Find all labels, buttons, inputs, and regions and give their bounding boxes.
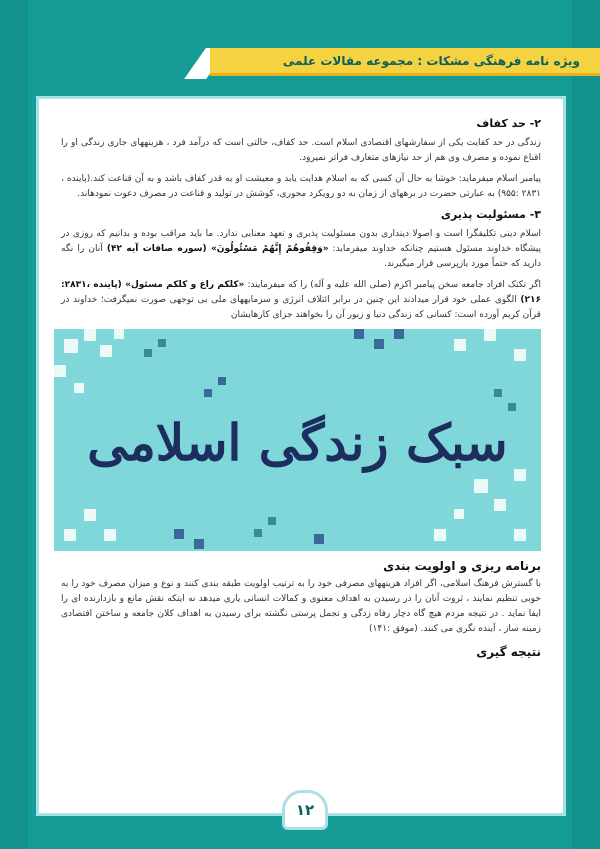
islamic-lifestyle-banner [54,329,541,551]
content-panel [36,96,566,816]
paragraph [61,278,541,323]
page-number: ۱۲ [282,790,328,830]
article-body [61,117,541,663]
banner-calligraphy: سبک زندگی اسلامی [87,413,508,472]
paragraph-text: اسلام دینی تکلیفگرا است و اصولا دینداری بدون مسئولیت پذیری و تعهد معنایی ندارد. ما باید مراقب بوده و بدانیم که روزی در پیشگاه خداوند مسئول هستیم چنانکه خداوند میفرماید: [61,229,541,254]
paragraph-text: آنان را نگه دارید که حتماً مورد بازپرسی قرار میگیرند. [61,244,541,269]
paragraph: با گسترش فرهنگ اسلامی، اگر افراد هزینههای مصرفی خود را به ترتیب اولویت طبقه بندی کنند و نوع و میزان مصرف خود را به خوبی تنظیم نمایند ، ثروت آنان را در رسیدن به اهداف معنوی و کمالات انسانی یاری میدهد نه اینکه نقش مانع و بازدارنده ای را ایفا نماید . در نتیجه مردم هیچ گاه دچار رفاه زدگی و تجمل پرستی نگشته برای رسیدن به اهداف کلان جامعه و ساختن اقتصادی زمینه ساز ، آینده نگری می کنند. (موفق :۱۴۱) [61,579,541,634]
paragraph-text: اگر تکتک افراد جامعه سخن پیامبر اکرم (صلی الله علیه و آله) را که میفرمایند: [247,280,541,290]
left-edge-strip [0,0,28,849]
section-heading-conclusion: نتیجه گیری [476,645,541,659]
hadith-quote: «کلکم راع و کلکم مسئول» (پاینده ،۲۸۳۱: ۲۱۶) [61,280,541,305]
right-edge-strip [572,0,600,849]
section-heading-responsibility: ۳- مسئولیت پذیری [440,208,541,221]
section-heading-sufficiency: ۲- حد کفاف [476,117,541,130]
paragraph [61,227,541,272]
quran-quote: «وَقِفُوهُمْ إِنَّهُمْ مَسْئُولُونَ» (سوره صافات آیه ۴۲) [106,244,329,254]
paragraph: زندگی در حد کفایت یکی از سفارشهای اقتصادی اسلام است. حد کفاف، حالتی است که درآمد فرد ، هزینههای جاری زندگی او را اقناع نموده و مصرف وی هم از حد نیازهای متعارف فراتر نمیرود. [61,138,541,163]
running-header [210,48,600,76]
section-heading-planning: برنامه ریزی و اولویت بندی [383,559,541,573]
paragraph-text: الگوی عملی خود قرار میدادند این چنین در برابر ائتلاف انرژی و سرمایههای ملی بی توجهی صورت نمیگرفت؛ خداوند در قرآن کریم آورده است: کسانی که زندگی دنیا و زیور آن را بخواهند جزای کارهایشان [61,295,541,320]
paragraph: پیامبر اسلام میفرماید: خوشا به حال آن کسی که به اسلام هدایت یابد و معیشت او به قدر کفاف باشد و به آن قناعت کند.(پاینده ، ۲۸۳۱ :۹۵۵) به عبارتی حضرت در برههای از زمان به دو رویکرد محوری، کوشش در تولید و قناعت در مصرف دعوت نمودهاند. [61,174,541,199]
header-title: ویژه نامه فرهنگی مشکات : مجموعه مقالات علمی [282,53,580,68]
